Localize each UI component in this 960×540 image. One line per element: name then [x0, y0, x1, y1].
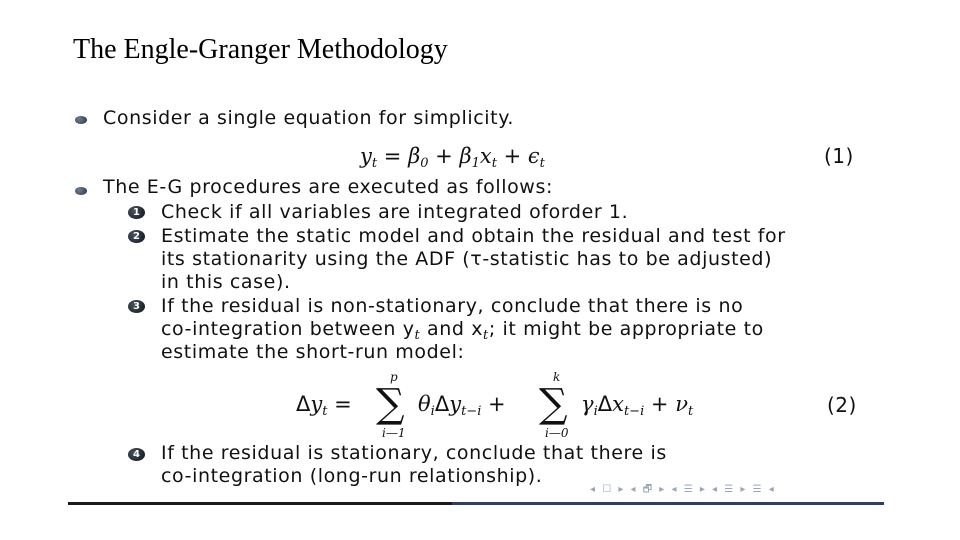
footer-rule-left	[68, 502, 452, 505]
slide-title: The Engle-Granger Methodology	[73, 34, 448, 65]
step-1-number: 1	[128, 206, 145, 219]
footer-rule-right	[452, 502, 884, 505]
step-3-line-2b: and x	[420, 318, 484, 340]
equation-1-number: (1)	[824, 144, 854, 168]
beamer-navigation-bar[interactable]: ◂ ☐ ▸ ◂ 🗗 ▸ ◂ ☰ ▸ ◂ ☰ ▸ ☰ ◂	[590, 484, 776, 495]
step-3-line-1: If the residual is non-stationary, conclude that there is no	[161, 295, 744, 317]
step-3-line-3: estimate the short-run model:	[161, 341, 465, 363]
bullet-2: The E-G procedures are executed as follows:	[103, 176, 553, 198]
subscript-t: t	[483, 328, 489, 343]
step-3-line-2a: co-integration between y	[161, 318, 415, 340]
sum-symbol: ∑	[539, 381, 568, 427]
bullet-1: Consider a single equation for simplicity.	[103, 107, 514, 129]
step-1-text: Check if all variables are integrated oforder 1.	[161, 201, 629, 223]
sum-lower-limit: i—0	[545, 426, 569, 440]
step-2-line-3: in this case).	[161, 271, 291, 293]
sum-upper-limit: k	[553, 370, 561, 384]
sum-lower-limit: i—1	[382, 426, 406, 440]
subscript-t: t	[414, 328, 421, 343]
step-3-number: 3	[128, 300, 145, 313]
step-3-line-2	[161, 318, 764, 343]
step-3-line-2c: ; it might be appropriate to	[488, 318, 764, 340]
step-2-line-1: Estimate the static model and obtain the residual and test for	[161, 225, 786, 247]
slide-body	[70, 100, 890, 510]
equation-1: $y_t = \beta_0 + \beta_1x_t + \epsilon_t$	[360, 144, 545, 171]
equation-2: $\Delta y_t$ = ∑ p i—1 $\theta_i\Delta y_{t-i}$ + ∑ k i—0 $\gamma_i\Delta x_{t-i} + \nu_t$	[296, 370, 694, 440]
equation-2-number: (2)	[827, 393, 857, 417]
step-4-line-1: If the residual is stationary, conclude that there is	[161, 442, 667, 464]
step-4-line-2: co-integration (long-run relationship).	[161, 465, 543, 487]
sum-symbol: ∑	[376, 381, 405, 427]
bullet-icon	[75, 116, 87, 124]
bullet-icon	[75, 187, 87, 195]
step-2-line-2: its stationarity using the ADF (τ-statistic has to be adjusted)	[161, 248, 773, 270]
step-2-number: 2	[128, 230, 145, 243]
sum-upper-limit: p	[390, 370, 398, 384]
step-4-number: 4	[128, 448, 145, 461]
